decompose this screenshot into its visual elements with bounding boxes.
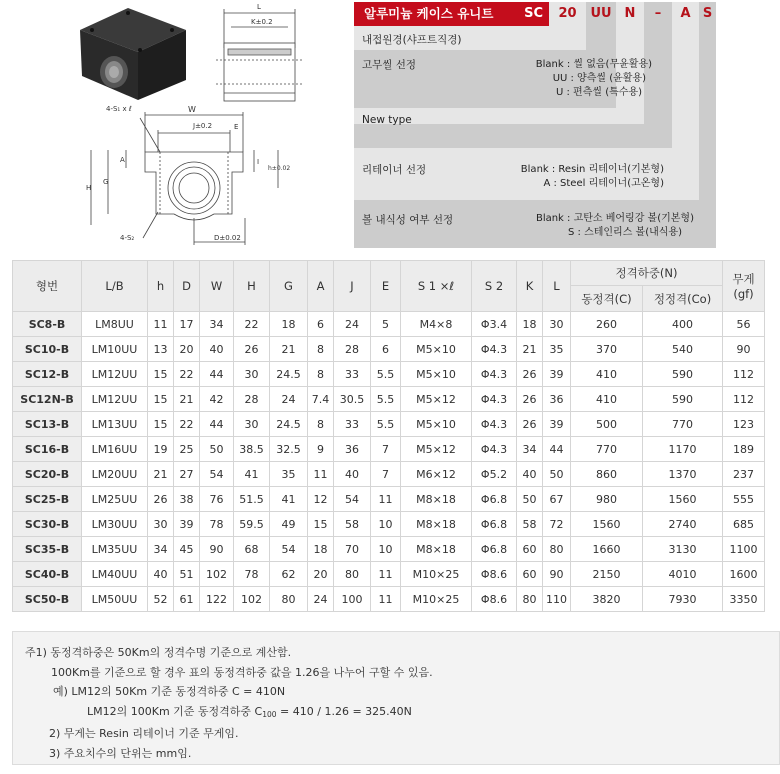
cell-c: 370 — [571, 337, 643, 362]
spec-table-body — [13, 312, 765, 612]
cell-model: SC20-B — [13, 462, 82, 487]
cell-c: 410 — [571, 362, 643, 387]
cell-d: 38 — [174, 487, 200, 512]
cell-a: 24 — [308, 587, 334, 612]
svg-text:W: W — [188, 105, 196, 114]
cell-s1: M8×18 — [401, 487, 472, 512]
cell-lb: LM20UU — [82, 462, 148, 487]
cell-s1: M5×10 — [401, 362, 472, 387]
cell-wt: 112 — [723, 387, 765, 412]
ball-options — [504, 212, 694, 240]
cell-j: 40 — [334, 462, 371, 487]
cell-model: SC50-B — [13, 587, 82, 612]
cell-h: 34 — [148, 537, 174, 562]
cell-d: 20 — [174, 337, 200, 362]
cell-h: 78 — [234, 562, 270, 587]
header-weight-label: 무게 — [732, 272, 755, 286]
table-row — [13, 412, 765, 437]
cell-s2: Φ3.4 — [472, 312, 517, 337]
cell-model: SC8-B — [13, 312, 82, 337]
cell-s1: M10×25 — [401, 587, 472, 612]
cell-c: 770 — [571, 437, 643, 462]
cell-wt: 1100 — [723, 537, 765, 562]
cell-c: 260 — [571, 312, 643, 337]
cell-j: 58 — [334, 512, 371, 537]
header-k: K — [517, 261, 543, 312]
cell-model: SC25-B — [13, 487, 82, 512]
table-row — [13, 512, 765, 537]
cell-d: 61 — [174, 587, 200, 612]
product-photo — [80, 8, 186, 100]
cell-l: 30 — [543, 312, 571, 337]
cell-e: 11 — [371, 562, 401, 587]
cell-lb: LM12UU — [82, 387, 148, 412]
cell-w: 42 — [200, 387, 234, 412]
cell-s1: M4×8 — [401, 312, 472, 337]
cell-w: 122 — [200, 587, 234, 612]
svg-text:J±0.2: J±0.2 — [193, 122, 213, 130]
cell-h: 102 — [234, 587, 270, 612]
cell-s2: Φ6.8 — [472, 537, 517, 562]
cell-h: 52 — [148, 587, 174, 612]
code-segment-size: 20 — [558, 6, 577, 21]
cell-c: 980 — [571, 487, 643, 512]
cell-lb: LM13UU — [82, 412, 148, 437]
svg-text:K±0.2: K±0.2 — [251, 18, 273, 26]
table-row — [13, 562, 765, 587]
svg-text:H: H — [86, 184, 92, 192]
cell-model: SC40-B — [13, 562, 82, 587]
cell-wt: 189 — [723, 437, 765, 462]
cell-h: 11 — [148, 312, 174, 337]
cell-k: 26 — [517, 387, 543, 412]
cell-e: 11 — [371, 587, 401, 612]
cell-model: SC30-B — [13, 512, 82, 537]
cell-d: 22 — [174, 412, 200, 437]
cell-e: 5 — [371, 312, 401, 337]
cell-j: 24 — [334, 312, 371, 337]
label-inner-diameter: 내접원경(샤프트직경) — [362, 34, 462, 46]
cell-d: 51 — [174, 562, 200, 587]
cell-k: 50 — [517, 487, 543, 512]
retainer-option-a: A : Steel 리테이너(고온형) — [543, 178, 664, 189]
cell-g: 24.5 — [270, 412, 308, 437]
cell-wt: 237 — [723, 462, 765, 487]
cell-wt: 685 — [723, 512, 765, 537]
cell-k: 58 — [517, 512, 543, 537]
header-h-upper: H — [234, 261, 270, 312]
cell-h: 19 — [148, 437, 174, 462]
header-lb: L/B — [82, 261, 148, 312]
note-1-example: 예) LM12의 50Km 기준 동정격하중 C = 410N — [53, 685, 286, 698]
cell-l: 110 — [543, 587, 571, 612]
cell-h: 41 — [234, 462, 270, 487]
code-segment-ball: S — [702, 6, 713, 21]
cell-co: 1560 — [643, 487, 723, 512]
svg-text:4-S₂: 4-S₂ — [120, 234, 135, 242]
cell-s1: M5×10 — [401, 412, 472, 437]
cell-a: 11 — [308, 462, 334, 487]
cell-j: 36 — [334, 437, 371, 462]
code-segment-sc: SC — [524, 6, 543, 21]
cell-lb: LM8UU — [82, 312, 148, 337]
cell-j: 70 — [334, 537, 371, 562]
cell-c: 860 — [571, 462, 643, 487]
cell-c: 1560 — [571, 512, 643, 537]
cell-a: 8 — [308, 337, 334, 362]
svg-text:4-S₁ x ℓ: 4-S₁ x ℓ — [106, 105, 132, 113]
cell-h: 30 — [234, 412, 270, 437]
cell-h: 59.5 — [234, 512, 270, 537]
header-j: J — [334, 261, 371, 312]
cell-model: SC16-B — [13, 437, 82, 462]
cell-s1: M8×18 — [401, 512, 472, 537]
spec-table — [12, 260, 765, 612]
header-s2: S 2 — [472, 261, 517, 312]
cell-h: 15 — [148, 387, 174, 412]
cell-model: SC35-B — [13, 537, 82, 562]
cell-s2: Φ4.3 — [472, 362, 517, 387]
cell-e: 5.5 — [371, 412, 401, 437]
table-row — [13, 387, 765, 412]
cell-s1: M6×12 — [401, 462, 472, 487]
cell-j: 28 — [334, 337, 371, 362]
cell-s2: Φ8.6 — [472, 562, 517, 587]
bearing-side-view — [216, 3, 303, 101]
cell-j: 80 — [334, 562, 371, 587]
header-static-load: 정정격(Co) — [643, 286, 723, 312]
cell-k: 60 — [517, 562, 543, 587]
cell-a: 20 — [308, 562, 334, 587]
cell-h: 30 — [148, 512, 174, 537]
seal-option-blank: Blank : 씰 없음(무윤활용) — [535, 59, 652, 70]
cell-e: 5.5 — [371, 362, 401, 387]
header-load-rating: 정격하중(N) — [571, 261, 723, 286]
cell-l: 72 — [543, 512, 571, 537]
cell-w: 44 — [200, 362, 234, 387]
cell-l: 44 — [543, 437, 571, 462]
cell-s1: M10×25 — [401, 562, 472, 587]
cell-model: SC12N-B — [13, 387, 82, 412]
table-row — [13, 337, 765, 362]
table-row — [13, 487, 765, 512]
cell-k: 60 — [517, 537, 543, 562]
cell-co: 4010 — [643, 562, 723, 587]
cell-co: 1370 — [643, 462, 723, 487]
cell-w: 40 — [200, 337, 234, 362]
seal-options — [504, 58, 652, 100]
cell-h: 38.5 — [234, 437, 270, 462]
cell-wt: 112 — [723, 362, 765, 387]
cell-s1: M5×12 — [401, 387, 472, 412]
cell-s2: Φ6.8 — [472, 487, 517, 512]
cell-k: 40 — [517, 462, 543, 487]
cell-a: 8 — [308, 412, 334, 437]
cell-g: 35 — [270, 462, 308, 487]
cell-co: 590 — [643, 362, 723, 387]
code-segment-retainer: A — [680, 6, 691, 21]
cell-lb: LM25UU — [82, 487, 148, 512]
table-row — [13, 537, 765, 562]
cell-lb: LM50UU — [82, 587, 148, 612]
cell-c: 500 — [571, 412, 643, 437]
cell-h: 26 — [148, 487, 174, 512]
svg-text:L: L — [257, 3, 261, 11]
cell-d: 22 — [174, 362, 200, 387]
ordering-code-title — [354, 2, 549, 26]
svg-text:G: G — [103, 178, 109, 186]
header-w: W — [200, 261, 234, 312]
cell-l: 90 — [543, 562, 571, 587]
code-segment-newtype: N — [624, 6, 636, 21]
table-row — [13, 462, 765, 487]
cell-s2: Φ4.3 — [472, 337, 517, 362]
cell-k: 26 — [517, 412, 543, 437]
cell-h: 13 — [148, 337, 174, 362]
header-model: 형번 — [13, 261, 82, 312]
cell-k: 26 — [517, 362, 543, 387]
table-row — [13, 587, 765, 612]
ball-option-blank: Blank : 고탄소 베어링강 볼(기본형) — [535, 213, 694, 224]
retainer-options — [504, 163, 664, 191]
cell-d: 25 — [174, 437, 200, 462]
seal-option-u: U : 편측씰 (특수용) — [556, 87, 642, 98]
cell-l: 67 — [543, 487, 571, 512]
retainer-option-blank: Blank : Resin 리테이너(기본형) — [520, 164, 664, 175]
cell-k: 18 — [517, 312, 543, 337]
cell-w: 54 — [200, 462, 234, 487]
cell-d: 45 — [174, 537, 200, 562]
cell-co: 2740 — [643, 512, 723, 537]
header-e: E — [371, 261, 401, 312]
cell-g: 32.5 — [270, 437, 308, 462]
cell-co: 540 — [643, 337, 723, 362]
cell-lb: LM40UU — [82, 562, 148, 587]
note-calc-text: LM12의 100Km 기준 동정격하중 C — [87, 704, 263, 718]
cell-j: 54 — [334, 487, 371, 512]
cell-s1: M5×10 — [401, 337, 472, 362]
cell-h: 51.5 — [234, 487, 270, 512]
cell-lb: LM10UU — [82, 337, 148, 362]
cell-co: 590 — [643, 387, 723, 412]
cell-j: 100 — [334, 587, 371, 612]
cell-a: 12 — [308, 487, 334, 512]
cell-j: 33 — [334, 412, 371, 437]
cell-s2: Φ8.6 — [472, 587, 517, 612]
cell-e: 6 — [371, 337, 401, 362]
cell-g: 62 — [270, 562, 308, 587]
title-text: 알루미늄 케이스 유니트 — [364, 6, 494, 21]
cell-co: 3130 — [643, 537, 723, 562]
cell-d: 21 — [174, 387, 200, 412]
cell-a: 18 — [308, 537, 334, 562]
band-s — [699, 2, 716, 248]
cell-s1: M8×18 — [401, 537, 472, 562]
cell-wt: 1600 — [723, 562, 765, 587]
cell-e: 7 — [371, 462, 401, 487]
cell-h: 26 — [234, 337, 270, 362]
cell-s2: Φ4.3 — [472, 412, 517, 437]
cell-h: 28 — [234, 387, 270, 412]
cell-s2: Φ5.2 — [472, 462, 517, 487]
cell-l: 39 — [543, 362, 571, 387]
cell-wt: 123 — [723, 412, 765, 437]
cell-lb: LM12UU — [82, 362, 148, 387]
svg-text:A: A — [120, 156, 125, 164]
cell-h: 30 — [234, 362, 270, 387]
header-g: G — [270, 261, 308, 312]
svg-text:I: I — [257, 158, 260, 166]
note-3: 3) 주요치수의 단위는 mm임. — [49, 746, 192, 760]
note-calc-result: = 410 / 1.26 = 325.40N — [276, 704, 412, 718]
cell-g: 21 — [270, 337, 308, 362]
cell-j: 30.5 — [334, 387, 371, 412]
cell-model: SC12-B — [13, 362, 82, 387]
cell-h: 15 — [148, 362, 174, 387]
cell-c: 3820 — [571, 587, 643, 612]
ball-option-s: S : 스테인리스 볼(내식용) — [568, 227, 682, 238]
cell-wt: 90 — [723, 337, 765, 362]
cell-c: 2150 — [571, 562, 643, 587]
code-segment-seal: UU — [590, 6, 612, 21]
product-drawings — [0, 0, 350, 250]
header-h: h — [148, 261, 174, 312]
cell-l: 36 — [543, 387, 571, 412]
cell-e: 10 — [371, 512, 401, 537]
cell-g: 54 — [270, 537, 308, 562]
cell-wt: 555 — [723, 487, 765, 512]
cell-s2: Φ6.8 — [472, 512, 517, 537]
cell-l: 50 — [543, 462, 571, 487]
cell-g: 49 — [270, 512, 308, 537]
label-ball: 볼 내식성 여부 선정 — [362, 214, 454, 226]
cell-co: 7930 — [643, 587, 723, 612]
cell-e: 7 — [371, 437, 401, 462]
cell-w: 90 — [200, 537, 234, 562]
cell-g: 80 — [270, 587, 308, 612]
cell-c: 1660 — [571, 537, 643, 562]
cell-h: 68 — [234, 537, 270, 562]
header-s1: S 1 ×ℓ — [401, 261, 472, 312]
cell-h: 22 — [234, 312, 270, 337]
cell-h: 40 — [148, 562, 174, 587]
seal-option-uu: UU : 양측씰 (윤활용) — [552, 73, 646, 84]
cell-w: 44 — [200, 412, 234, 437]
note-1: 주1) 동정격하중은 50Km의 정격수명 기준으로 계산함. — [25, 646, 292, 659]
cell-model: SC13-B — [13, 412, 82, 437]
cell-l: 39 — [543, 412, 571, 437]
product-drawing-svg — [0, 0, 350, 250]
ordering-code-diagram — [354, 2, 716, 248]
header-dynamic-load: 동정격(C) — [571, 286, 643, 312]
cell-s2: Φ4.3 — [472, 387, 517, 412]
label-retainer: 리테이너 선정 — [362, 164, 427, 176]
note-calc-subscript: 100 — [262, 709, 277, 719]
svg-text:h±0.02: h±0.02 — [268, 165, 291, 172]
cell-lb: LM16UU — [82, 437, 148, 462]
cell-a: 9 — [308, 437, 334, 462]
svg-text:E: E — [234, 123, 239, 131]
header-d: D — [174, 261, 200, 312]
cell-co: 770 — [643, 412, 723, 437]
note-2: 2) 무게는 Resin 리테이너 기준 무게임. — [49, 727, 239, 740]
note-1-example-calc — [25, 702, 779, 723]
cell-g: 24.5 — [270, 362, 308, 387]
cell-k: 80 — [517, 587, 543, 612]
cell-a: 15 — [308, 512, 334, 537]
cell-lb: LM30UU — [82, 512, 148, 537]
cell-a: 8 — [308, 362, 334, 387]
cell-wt: 56 — [723, 312, 765, 337]
cell-s1: M5×12 — [401, 437, 472, 462]
cell-w: 50 — [200, 437, 234, 462]
cell-g: 18 — [270, 312, 308, 337]
cell-co: 400 — [643, 312, 723, 337]
cell-lb: LM35UU — [82, 537, 148, 562]
spec-table-header — [13, 261, 765, 312]
cell-s2: Φ4.3 — [472, 437, 517, 462]
cell-l: 80 — [543, 537, 571, 562]
band-a — [672, 2, 699, 218]
notes-box — [12, 631, 780, 765]
cell-w: 78 — [200, 512, 234, 537]
cell-w: 102 — [200, 562, 234, 587]
code-segment-dash: – — [654, 6, 662, 21]
header-weight — [723, 261, 765, 312]
note-1-detail: 100Km를 기준으로 할 경우 표의 동정격하중 값을 1.26을 나누어 구할 수 있음. — [51, 665, 433, 679]
cell-g: 24 — [270, 387, 308, 412]
svg-text:D±0.02: D±0.02 — [214, 234, 241, 242]
table-row — [13, 312, 765, 337]
cell-e: 11 — [371, 487, 401, 512]
cell-c: 410 — [571, 387, 643, 412]
cell-a: 7.4 — [308, 387, 334, 412]
header-a: A — [308, 261, 334, 312]
cell-wt: 3350 — [723, 587, 765, 612]
cell-h: 15 — [148, 412, 174, 437]
cell-e: 5.5 — [371, 387, 401, 412]
cell-k: 34 — [517, 437, 543, 462]
cell-h: 21 — [148, 462, 174, 487]
cell-l: 35 — [543, 337, 571, 362]
table-row — [13, 362, 765, 387]
cell-j: 33 — [334, 362, 371, 387]
row-bg-gap — [354, 124, 644, 148]
cell-d: 17 — [174, 312, 200, 337]
header-l: L — [543, 261, 571, 312]
cell-g: 41 — [270, 487, 308, 512]
cell-e: 10 — [371, 537, 401, 562]
cell-co: 1170 — [643, 437, 723, 462]
front-view-drawing — [86, 105, 290, 245]
cell-w: 76 — [200, 487, 234, 512]
cell-model: SC10-B — [13, 337, 82, 362]
header-weight-unit: (gf) — [733, 287, 754, 301]
label-new-type: New type — [362, 114, 412, 126]
cell-d: 39 — [174, 512, 200, 537]
table-row — [13, 437, 765, 462]
cell-w: 34 — [200, 312, 234, 337]
cell-a: 6 — [308, 312, 334, 337]
label-seal: 고무씰 선정 — [362, 59, 417, 71]
cell-k: 21 — [517, 337, 543, 362]
cell-d: 27 — [174, 462, 200, 487]
